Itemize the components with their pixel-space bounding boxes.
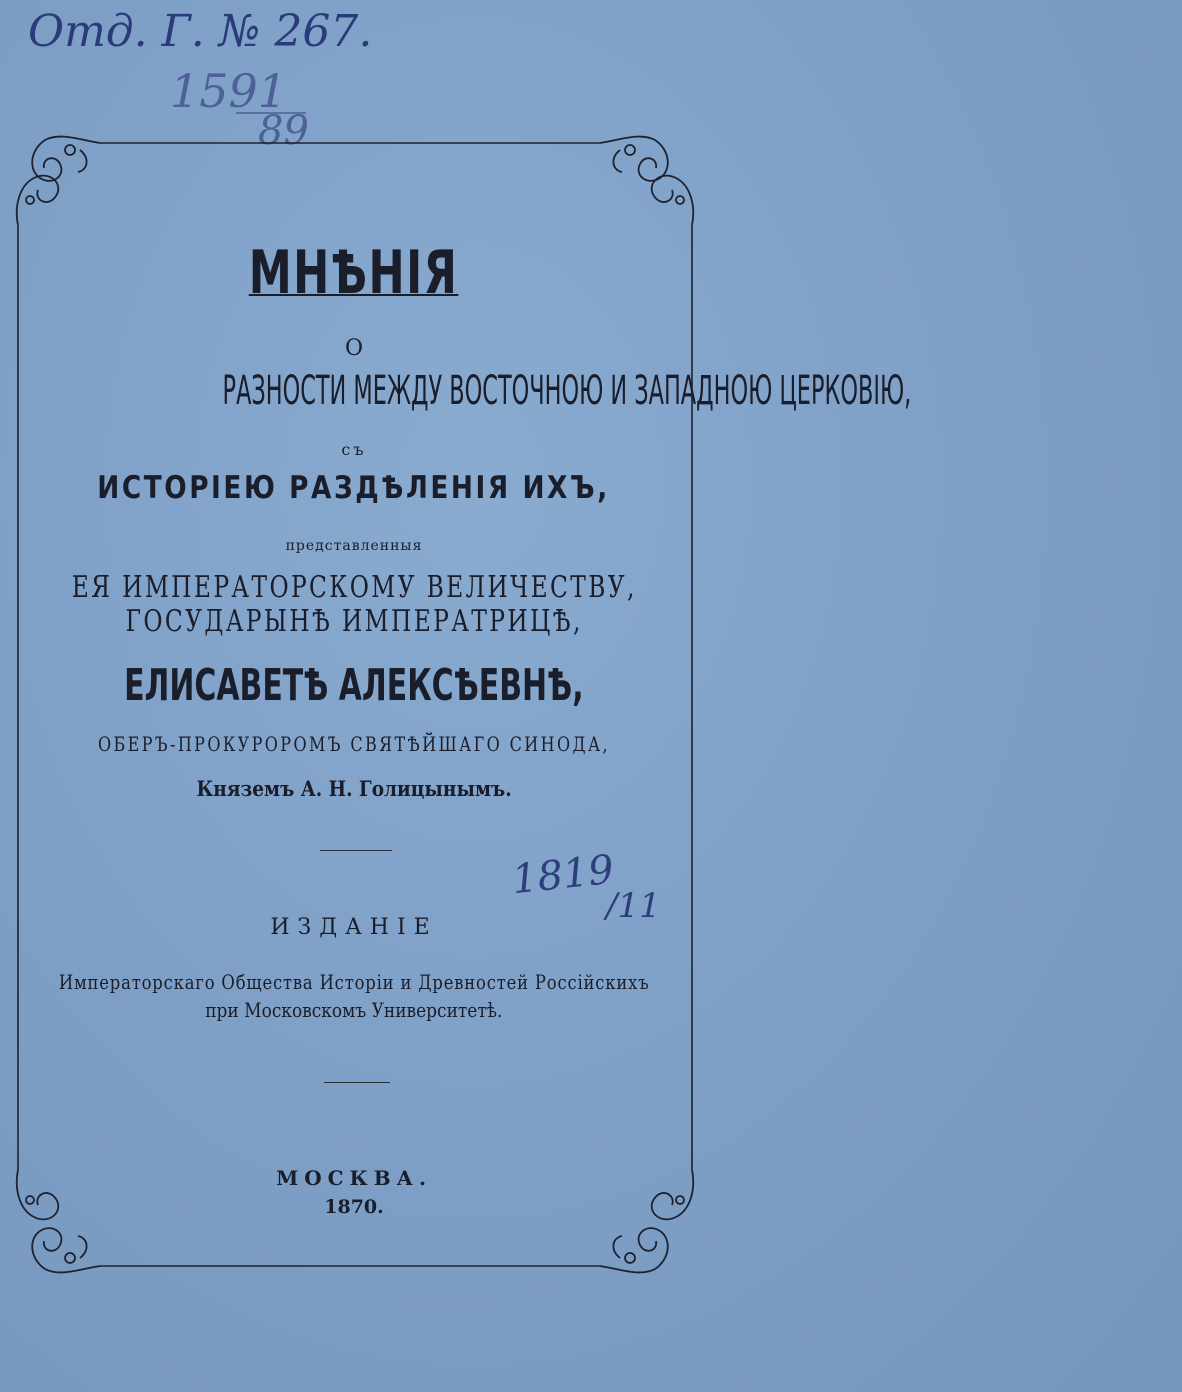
title-subject-row	[0, 368, 912, 414]
title-procurator: ОБЕРЪ-ПРОКУРОРОМЪ СВЯТѢЙШАГО СИНОДА,	[98, 732, 610, 756]
corner-flourish-top-right	[600, 137, 693, 225]
handwritten-side-note: /11	[606, 886, 661, 926]
title-main: МНѢНІЯ	[249, 238, 459, 308]
edition-publisher-row1	[0, 970, 754, 994]
handwritten-shelfmark: Отд. Г. № 267.	[28, 6, 373, 57]
title-name: ЕЛИСАВЕТѢ АЛЕКСѢЕВНѢ,	[124, 660, 584, 711]
edition-publisher-line2: при Московскомъ Университетѣ.	[205, 998, 503, 1022]
imprint-year: 1870.	[324, 1196, 384, 1218]
title-name-row	[0, 660, 754, 711]
title-history: ИСТОРІЕЮ РАЗДѢЛЕНІЯ ИХЪ,	[97, 470, 611, 506]
title-author-row	[0, 776, 754, 801]
title-main-row	[0, 238, 754, 308]
corner-flourish-top-left	[17, 137, 100, 225]
imprint-city: МОСКВА.	[276, 1166, 432, 1190]
edition-publisher-row2	[0, 998, 754, 1022]
handwritten-number-bottom: 89	[258, 108, 309, 154]
title-majesty-row	[0, 570, 754, 605]
edition-publisher-line1: Императорскаго Общества Исторіи и Древностей Россійскихъ	[58, 970, 650, 994]
handwritten-number-top: 1591	[170, 64, 288, 118]
title-o: О	[344, 336, 364, 361]
divider-rule-1	[320, 850, 392, 851]
edition-label: ИЗДАНІЕ	[270, 915, 438, 940]
title-procurator-row	[0, 732, 754, 756]
imprint-year-row	[0, 1196, 754, 1218]
title-presented: представленныя	[285, 538, 423, 554]
imprint-city-row	[0, 1166, 754, 1190]
title-empress-row	[0, 604, 754, 639]
title-with: съ	[341, 440, 367, 459]
handwritten-year-note: 1819	[509, 846, 616, 904]
title-majesty: ЕЯ ИМПЕРАТОРСКОМУ ВЕЛИЧЕСТВУ,	[71, 570, 637, 605]
title-history-row	[0, 470, 754, 506]
title-empress: ГОСУДАРЫНѢ ИМПЕРАТРИЦѢ,	[125, 604, 583, 639]
title-author: Княземъ А. Н. Голицынымъ.	[196, 776, 512, 801]
title-subject: РАЗНОСТИ МЕЖДУ ВОСТОЧНОЮ И ЗАПАДНОЮ ЦЕРКОВІЮ,	[222, 368, 912, 414]
edition-label-row	[0, 915, 754, 940]
divider-rule-2	[324, 1082, 390, 1083]
